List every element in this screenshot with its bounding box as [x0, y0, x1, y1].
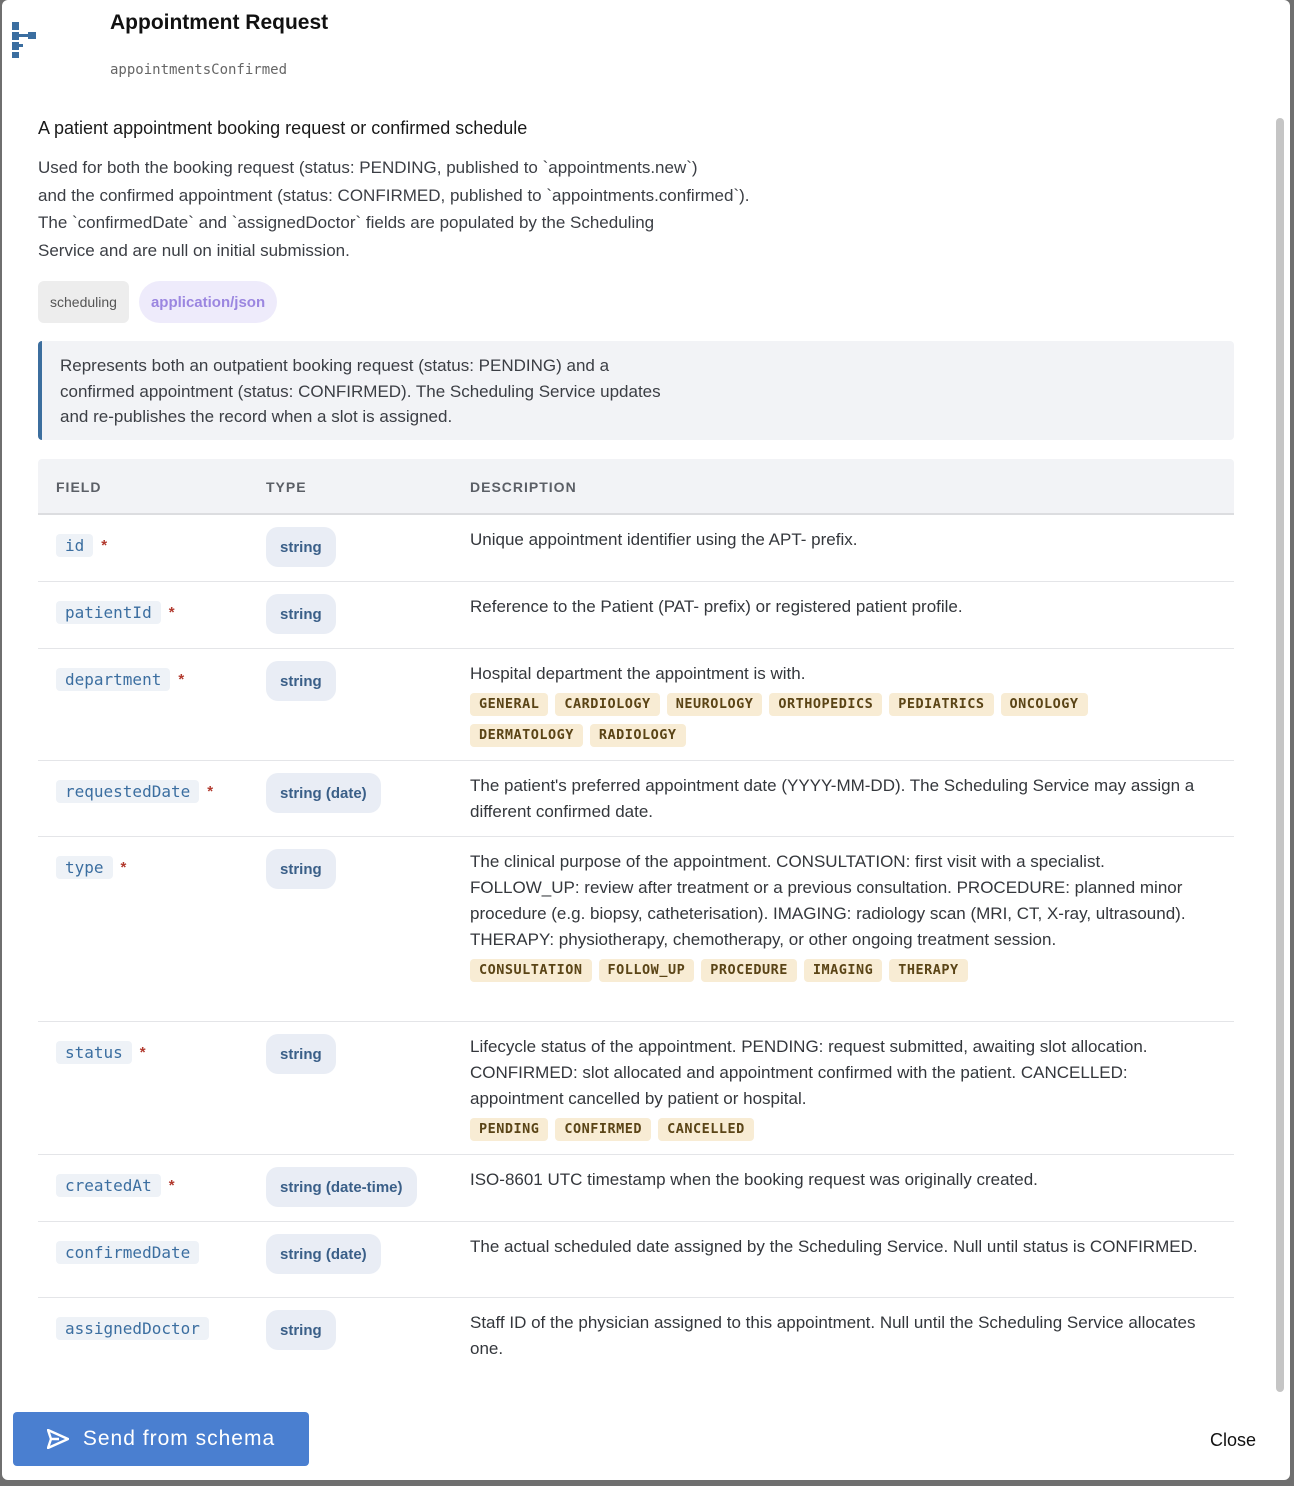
send-icon — [47, 1429, 69, 1449]
send-button-label: Send from schema — [82, 1427, 276, 1450]
enum-value: CONSULTATION — [470, 959, 592, 982]
field-cell — [56, 1317, 209, 1340]
type-badge: string — [266, 1310, 336, 1350]
send-from-schema-button[interactable] — [13, 1412, 309, 1466]
table-row — [38, 1222, 1234, 1298]
enum-value: DERMATOLOGY — [470, 724, 583, 747]
type-badge: string (date) — [266, 773, 381, 813]
field-description: Staff ID of the physician assigned to this appointment. Null until the Scheduling Service allocates one. — [470, 1313, 1196, 1358]
enum-list — [470, 693, 1190, 747]
dialog-footer — [2, 1398, 1290, 1480]
table-row — [38, 837, 1234, 1022]
field-description-cell — [470, 1167, 1216, 1193]
field-description: ISO-8601 UTC timestamp when the booking request was originally created. — [470, 1170, 1038, 1189]
type-badge: string (date) — [266, 1234, 381, 1274]
field-description: The clinical purpose of the appointment. CONSULTATION: first visit with a specialist. FOLLOW_UP: review after treatment or a previous consultation. PROCEDURE: planned minor procedure (e.g. biopsy, catheterisation). IMAGING: radiology scan (MRI, CT, X-ray, ultrasound). THERAPY: physiotherapy, chemotherapy, or other ongoing treatment session. — [470, 852, 1186, 949]
enum-value: GENERAL — [470, 693, 548, 716]
field-cell — [56, 780, 213, 803]
enum-list — [470, 1118, 1190, 1141]
field-cell — [56, 1174, 175, 1197]
header-description: DESCRIPTION — [470, 479, 577, 495]
field-cell — [56, 601, 175, 624]
enum-value: CANCELLED — [658, 1118, 754, 1141]
field-description-cell — [470, 661, 1216, 747]
type-badge: string — [266, 661, 336, 701]
field-description-cell — [470, 1034, 1216, 1141]
table-row — [38, 761, 1234, 837]
enum-value: ORTHOPEDICS — [769, 693, 882, 716]
tag-content-type: application/json — [139, 281, 277, 323]
required-marker: * — [120, 859, 127, 876]
field-name: patientId — [56, 601, 161, 624]
field-cell — [56, 534, 107, 557]
required-marker: * — [168, 1177, 175, 1194]
enum-value: PROCEDURE — [701, 959, 797, 982]
scrollbar[interactable] — [1276, 118, 1284, 1392]
field-name: assignedDoctor — [56, 1317, 209, 1340]
tag-scheduling: scheduling — [38, 281, 129, 323]
field-cell — [56, 1041, 146, 1064]
schema-description: Used for both the booking request (status: PENDING, published to `appointments.new`) and the confirmed appointment (status: CONFIRMED, published to `appointments.confirmed`). The `confirmedDate` and `assignedDoctor` fields are populated by the Scheduling Service and are null on initial submission. — [38, 158, 750, 260]
table-row — [38, 582, 1234, 649]
field-cell — [56, 668, 184, 691]
table-row — [38, 1155, 1234, 1222]
type-badge: string — [266, 1034, 336, 1074]
schema-dialog — [2, 0, 1290, 1480]
required-marker: * — [139, 1044, 146, 1061]
enum-value: PENDING — [470, 1118, 548, 1141]
field-cell — [56, 856, 126, 879]
type-badge: string — [266, 594, 336, 634]
type-badge: string — [266, 849, 336, 889]
field-description: Unique appointment identifier using the APT- prefix. — [470, 530, 858, 549]
table-row — [38, 649, 1234, 761]
required-marker: * — [207, 783, 214, 800]
field-description: Lifecycle status of the appointment. PENDING: request submitted, awaiting slot allocation. CONFIRMED: slot allocated and appointment confirmed with the patient. CANCELLED: appointment cancelled by patient or hospital. — [470, 1037, 1148, 1108]
header-field: FIELD — [56, 479, 102, 495]
header-type: TYPE — [266, 479, 307, 495]
schema-summary: A patient appointment booking request or confirmed schedule — [38, 118, 528, 138]
schema-note: Represents both an outpatient booking request (status: PENDING) and a confirmed appointment (status: CONFIRMED). The Scheduling Service updates and re-publishes the record when a slot is assigned. — [38, 341, 1234, 440]
type-badge: string (date-time) — [266, 1167, 417, 1207]
fields-table — [38, 459, 1234, 1388]
field-description-cell — [470, 1310, 1216, 1362]
field-description: Hospital department the appointment is with. — [470, 664, 806, 683]
field-name: type — [56, 856, 113, 879]
field-name: confirmedDate — [56, 1241, 199, 1264]
field-name: requestedDate — [56, 780, 199, 803]
tag-list — [38, 281, 277, 323]
enum-value: ONCOLOGY — [1001, 693, 1088, 716]
field-description: The actual scheduled date assigned by the Scheduling Service. Null until status is CONFIRMED. — [470, 1237, 1198, 1256]
table-header — [38, 459, 1234, 515]
schema-id: appointmentsConfirmed — [110, 62, 288, 78]
table-row — [38, 1298, 1234, 1388]
field-description-cell — [470, 594, 1216, 620]
type-badge: string — [266, 527, 336, 567]
enum-list — [470, 959, 1190, 982]
enum-value: CARDIOLOGY — [555, 693, 659, 716]
enum-value: IMAGING — [804, 959, 882, 982]
field-name: id — [56, 534, 93, 557]
field-name: status — [56, 1041, 132, 1064]
close-button[interactable]: Close — [1209, 1430, 1256, 1450]
field-description-cell — [470, 527, 1216, 553]
field-name: department — [56, 668, 170, 691]
enum-value: NEUROLOGY — [667, 693, 763, 716]
field-cell — [56, 1241, 199, 1264]
table-row — [38, 515, 1234, 582]
enum-value: PEDIATRICS — [889, 693, 993, 716]
dialog-title: Appointment Request — [110, 11, 329, 34]
required-marker: * — [178, 671, 185, 688]
field-name: createdAt — [56, 1174, 161, 1197]
field-description-cell — [470, 773, 1216, 825]
table-body — [38, 515, 1234, 1388]
enum-value: CONFIRMED — [555, 1118, 651, 1141]
field-description-cell — [470, 849, 1216, 982]
field-description: The patient's preferred appointment date (YYYY-MM-DD). The Scheduling Service may assign a different confirmed date. — [470, 776, 1195, 821]
table-row — [38, 1022, 1234, 1155]
enum-value: THERAPY — [889, 959, 967, 982]
required-marker: * — [168, 604, 175, 621]
field-description-cell — [470, 1234, 1216, 1260]
required-marker: * — [101, 537, 108, 554]
dialog-body[interactable] — [2, 0, 1290, 1398]
enum-value: FOLLOW_UP — [599, 959, 695, 982]
schema-tree-icon — [6, 22, 38, 58]
field-description: Reference to the Patient (PAT- prefix) or registered patient profile. — [470, 597, 963, 616]
enum-value: RADIOLOGY — [590, 724, 686, 747]
